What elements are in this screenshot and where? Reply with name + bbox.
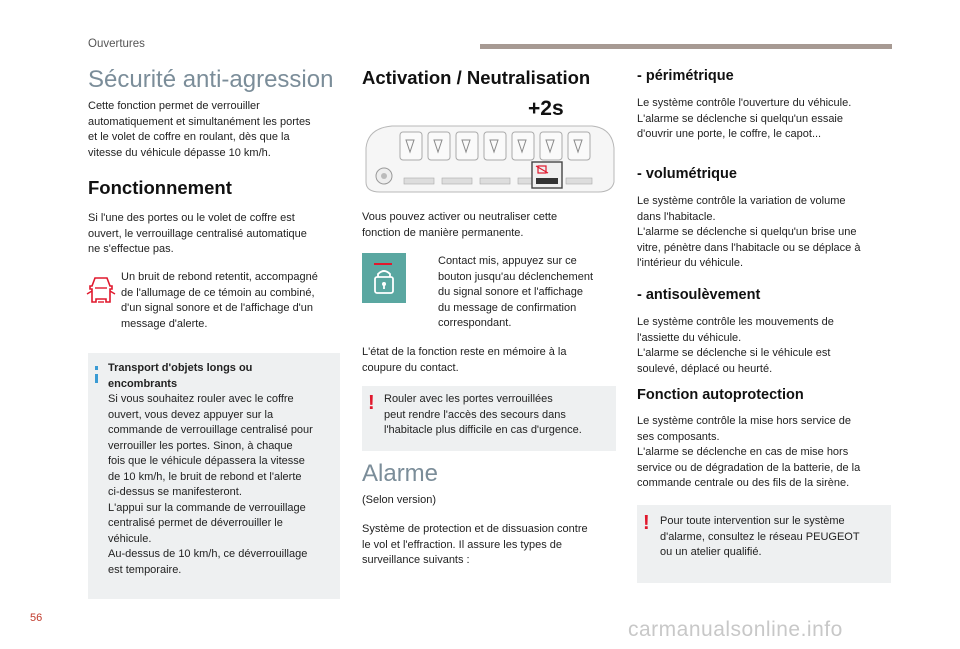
text-line: verrouiller les portes. Sinon, à chaque bbox=[108, 439, 293, 452]
volumetrique-heading: - volumétrique bbox=[637, 166, 737, 182]
text-line: soulevé, déplacé ou heurté. bbox=[637, 362, 773, 375]
text-line: l'habitacle plus difficile en cas d'urgence. bbox=[384, 424, 582, 436]
console-illustration bbox=[362, 120, 616, 194]
perimetrique-paragraph bbox=[637, 96, 893, 143]
activation-heading: Activation / Neutralisation bbox=[362, 67, 591, 88]
version-note: (Selon version) bbox=[362, 494, 436, 506]
text-line: Pour toute intervention sur le système bbox=[660, 515, 845, 527]
header-bar bbox=[480, 44, 892, 49]
text-line: ouvert, vous devez appuyer sur la bbox=[108, 408, 274, 421]
text-line: automatiquement et simultanément les portes bbox=[88, 115, 311, 128]
intro-paragraph bbox=[88, 99, 338, 161]
text-line: Un bruit de rebond retentit, accompagné bbox=[121, 271, 318, 283]
text-line: fonction de manière permanente. bbox=[362, 226, 524, 239]
text-line: est temporaire. bbox=[108, 563, 182, 576]
text-line: dans l'habitacle. bbox=[637, 210, 716, 223]
text-line: du signal sonore et l'affichage bbox=[438, 286, 583, 298]
info-title-line: encombrants bbox=[108, 377, 178, 390]
text-line: ne s'effectue pas. bbox=[88, 243, 174, 255]
text-line: ses composants. bbox=[637, 430, 720, 443]
text-line: commande de verrouillage centralisé pour bbox=[108, 424, 313, 436]
autoprotection-heading: Fonction autoprotection bbox=[637, 387, 804, 403]
text-line: Le système contrôle les mouvements de bbox=[637, 316, 834, 328]
text-line: l'intérieur du véhicule. bbox=[637, 257, 744, 269]
antisoulevement-paragraph bbox=[637, 315, 893, 377]
warning-box-content bbox=[384, 392, 612, 439]
text-line: L'alarme se déclenche si le véhicule est bbox=[637, 347, 831, 359]
text-line: message d'alerte. bbox=[121, 317, 208, 330]
text-line: L'état de la fonction reste en mémoire à la bbox=[362, 346, 567, 358]
autoprotection-paragraph bbox=[637, 414, 893, 492]
activation-steps bbox=[438, 254, 618, 332]
lock-button-icon bbox=[362, 253, 406, 303]
page-number: 56 bbox=[30, 612, 43, 624]
text-line: L'alarme se déclenche si quelqu'un essaie bbox=[637, 112, 843, 125]
text-line: peut rendre l'accès des secours dans bbox=[384, 408, 566, 421]
text-line: Le système contrôle la mise hors service de bbox=[637, 415, 851, 427]
watermark: carmanualsonline.info bbox=[628, 618, 843, 641]
timer-label: +2s bbox=[528, 97, 564, 120]
text-line: Le système contrôle la variation de volume bbox=[637, 195, 846, 207]
text-line: Le système contrôle l'ouverture du véhicule. bbox=[637, 97, 852, 109]
fonctionnement-paragraph bbox=[88, 211, 338, 258]
text-line: ouvert, le verrouillage centralisé automatique bbox=[88, 227, 307, 240]
text-line: Système de protection et de dissuasion contre bbox=[362, 523, 588, 535]
info-title-line: Transport d'objets longs ou bbox=[108, 362, 253, 374]
info-icon-stem bbox=[95, 374, 98, 383]
fonctionnement-heading: Fonctionnement bbox=[88, 177, 232, 198]
text-line: Rouler avec les portes verrouillées bbox=[384, 393, 553, 405]
text-line: et le volet de coffre en roulant, dès que la bbox=[88, 131, 290, 143]
text-line: L'alarme se déclenche si quelqu'un brise une bbox=[637, 226, 857, 238]
memory-paragraph bbox=[362, 345, 612, 376]
text-line: bouton jusqu'au déclenchement bbox=[438, 270, 593, 283]
text-line: d'alarme, consultez le réseau PEUGEOT bbox=[660, 530, 860, 543]
warning-icon: ! bbox=[643, 512, 650, 534]
warning-intervention-content bbox=[660, 514, 886, 561]
text-line: Au-dessus de 10 km/h, ce déverrouillage bbox=[108, 548, 308, 560]
text-line: vitre, pénètre dans l'habitacle ou se déplace à bbox=[637, 241, 861, 254]
text-line: commande centrale ou des fils de la sirène. bbox=[637, 477, 850, 489]
text-line: L'appui sur la commande de verrouillage bbox=[108, 501, 306, 514]
text-line: vitesse du véhicule dépasse 10 km/h. bbox=[88, 146, 271, 159]
text-line: surveillance suivants : bbox=[362, 554, 470, 566]
text-line: de 10 km/h, le bruit de rebond et l'alerte bbox=[108, 470, 302, 483]
text-line: Si l'une des portes ou le volet de coffre est bbox=[88, 212, 295, 224]
warning-icon: ! bbox=[368, 392, 375, 414]
text-line: coupure du contact. bbox=[362, 361, 459, 374]
activation-intro bbox=[362, 210, 612, 241]
text-line: Si vous souhaitez rouler avec le coffre bbox=[108, 393, 294, 405]
text-line: du message de confirmation bbox=[438, 301, 577, 314]
text-line: Cette fonction permet de verrouiller bbox=[88, 100, 260, 112]
text-line: fois que le véhicule dépassera la vitesse bbox=[108, 455, 305, 467]
text-line: le vol et l'effraction. Il assure les types de bbox=[362, 538, 562, 551]
text-line: d'un signal sonore et de l'affichage d'un bbox=[121, 302, 314, 314]
text-line: L'alarme se déclenche en cas de mise hors bbox=[637, 446, 849, 458]
text-line: d'ouvrir une porte, le coffre, le capot... bbox=[637, 128, 822, 140]
text-line: véhicule. bbox=[108, 532, 152, 545]
car-open-warning-icon bbox=[86, 274, 116, 308]
section-tag: Ouvertures bbox=[88, 38, 145, 50]
text-line: Contact mis, appuyez sur ce bbox=[438, 255, 577, 267]
text-line: Vous pouvez activer ou neutraliser cette bbox=[362, 211, 558, 223]
volumetrique-paragraph bbox=[637, 194, 893, 272]
text-line: ou un atelier qualifié. bbox=[660, 546, 762, 558]
info-icon-dot bbox=[95, 366, 98, 370]
alarme-heading: Alarme bbox=[362, 460, 439, 487]
alarme-paragraph bbox=[362, 522, 616, 569]
info-box-content bbox=[108, 361, 338, 578]
page-title: Sécurité anti-agression bbox=[88, 66, 334, 93]
text-line: l'assiette du véhicule. bbox=[637, 331, 742, 344]
text-line: centralisé permet de déverrouiller le bbox=[108, 517, 283, 529]
antisoulevement-heading: - antisoulèvement bbox=[637, 287, 761, 303]
alert-paragraph bbox=[121, 270, 341, 332]
perimetrique-heading: - périmétrique bbox=[637, 68, 734, 84]
text-line: service ou de dégradation de la batterie, de la bbox=[637, 461, 861, 474]
text-line: correspondant. bbox=[438, 317, 512, 329]
text-line: ci-dessus se manifesteront. bbox=[108, 486, 242, 498]
text-line: de l'allumage de ce témoin au combiné, bbox=[121, 286, 315, 299]
